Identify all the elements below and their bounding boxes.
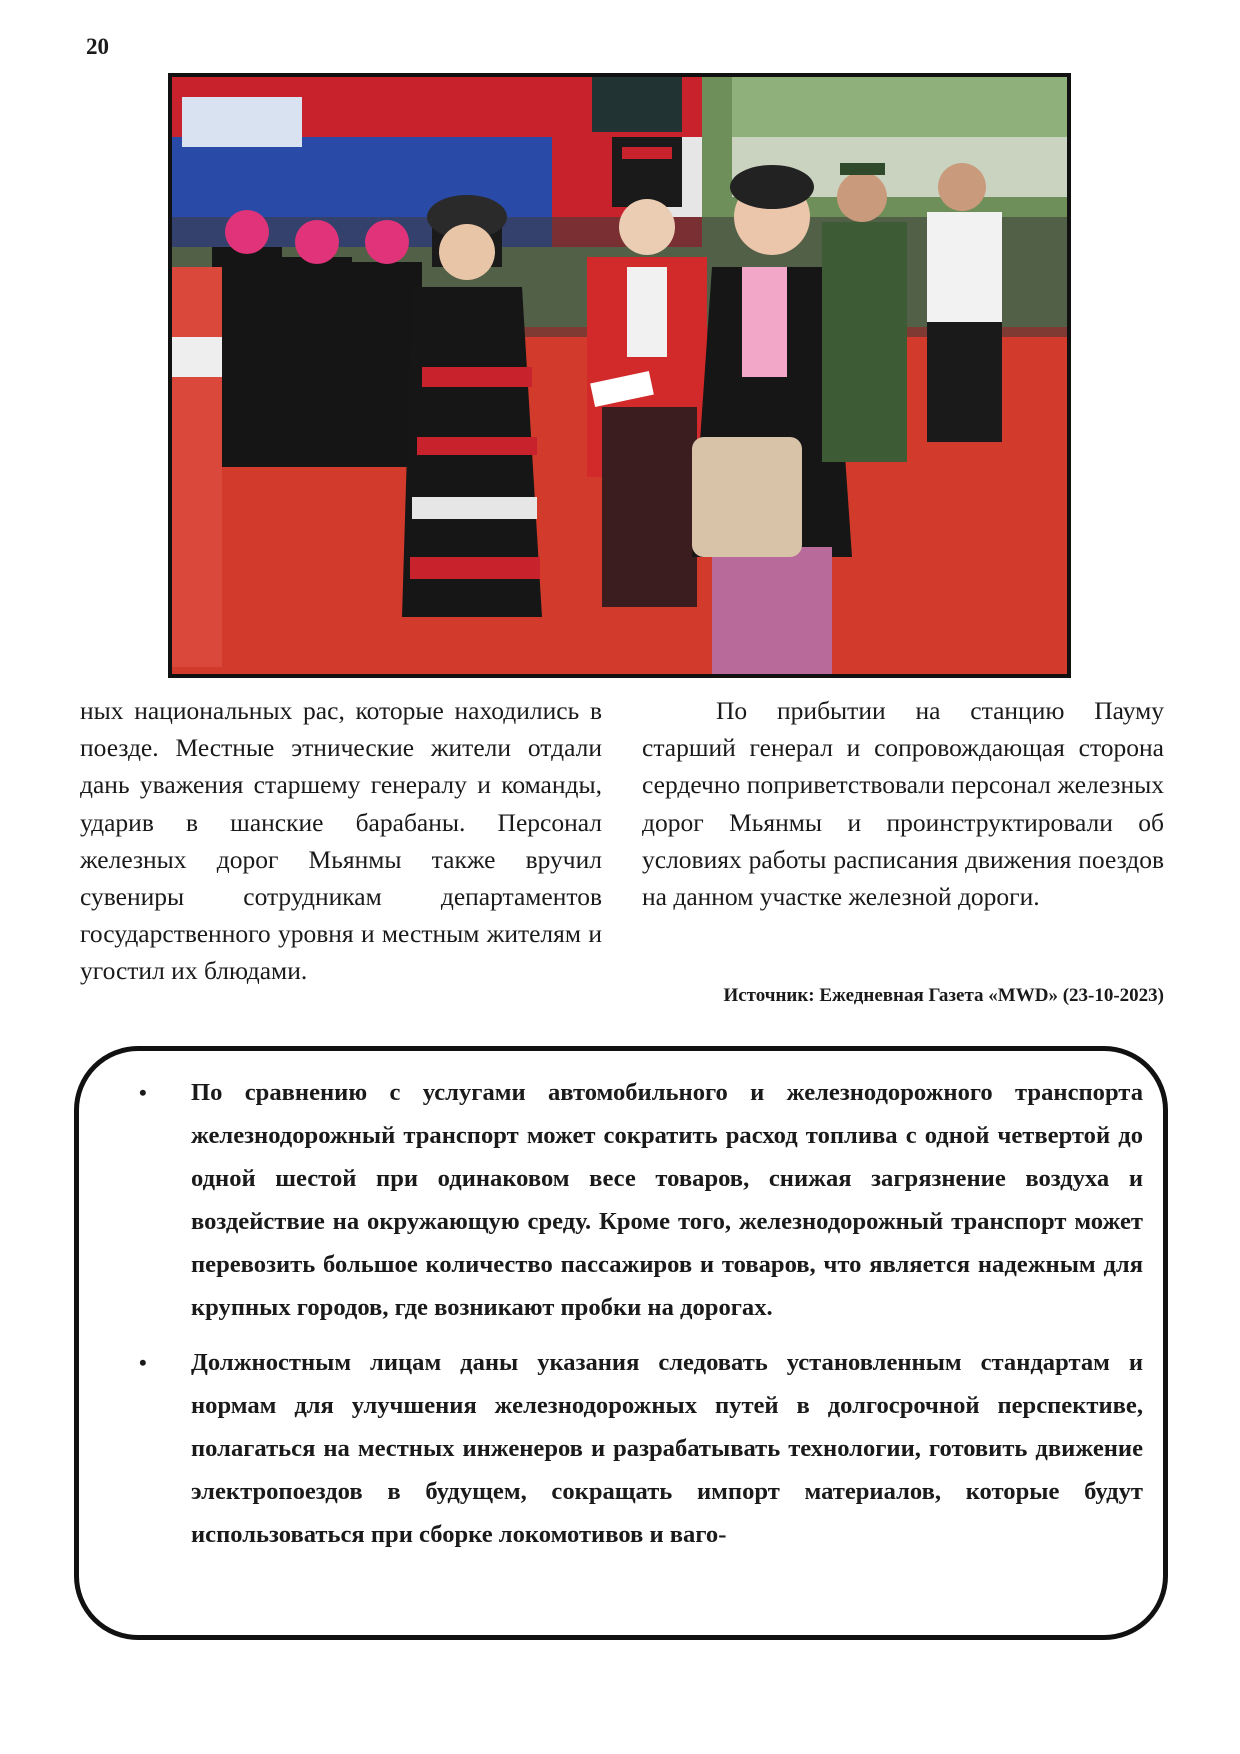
photo-illustration bbox=[172, 77, 1067, 674]
article-photo bbox=[168, 73, 1071, 678]
callout-item bbox=[109, 1071, 1143, 1329]
article-right-column bbox=[642, 692, 1164, 915]
callout-box bbox=[74, 1046, 1168, 1640]
source-citation: Источник: Ежедневная Газета «MWD» (23-10-2023) bbox=[723, 985, 1164, 1006]
right-column-text: По прибытии на станцию Пауму старший генерал и сопровождающая сторона сердечно поприветствовали персонал железных дорог Мьянмы и проинструктировали об условиях работы расписания движения поездов на данном участке железной дороги. bbox=[642, 696, 1164, 912]
bullet-icon: • bbox=[139, 1080, 147, 1105]
callout-item bbox=[109, 1341, 1143, 1556]
callout-item-text: Должностным лицам даны указания следовать установленным стандартам и нормам для улучшения железнодорожных путей в долгосрочной перспективе, полагаться на местных инженеров и разрабатывать технологии, готовить движение электропоездов в будущем, сокращать импорт материалов, которые будут использоваться при сборке локомотивов и ваго- bbox=[191, 1349, 1143, 1548]
left-column-text: ных национальных рас, которые находились в поезде. Местные этнические жители отдали дань уважения старшему генералу и команды, ударив в шанские барабаны. Персонал железных дорог Мьянмы также вручил сувениры сотрудникам департаментов государственного уровня и местным жителям и угостил их блюдами. bbox=[80, 696, 602, 986]
page-number: 20 bbox=[86, 34, 109, 59]
callout-item-text: По сравнению с услугами автомобильного и железнодорожного транспорта железнодорожный транспорт может сократить расход топлива с одной четвертой до одной шестой при одинаковом весе товаров, снижая загрязнение воздуха и воздействие на окружающую среду. Кроме того, железнодорожный транспорт может перевозить большое количество пассажиров и товаров, что является надежным для крупных городов, где возникают пробки на дорогах. bbox=[191, 1079, 1143, 1321]
article-left-column bbox=[80, 692, 602, 990]
bullet-icon: • bbox=[139, 1350, 147, 1375]
callout-list bbox=[109, 1071, 1143, 1568]
